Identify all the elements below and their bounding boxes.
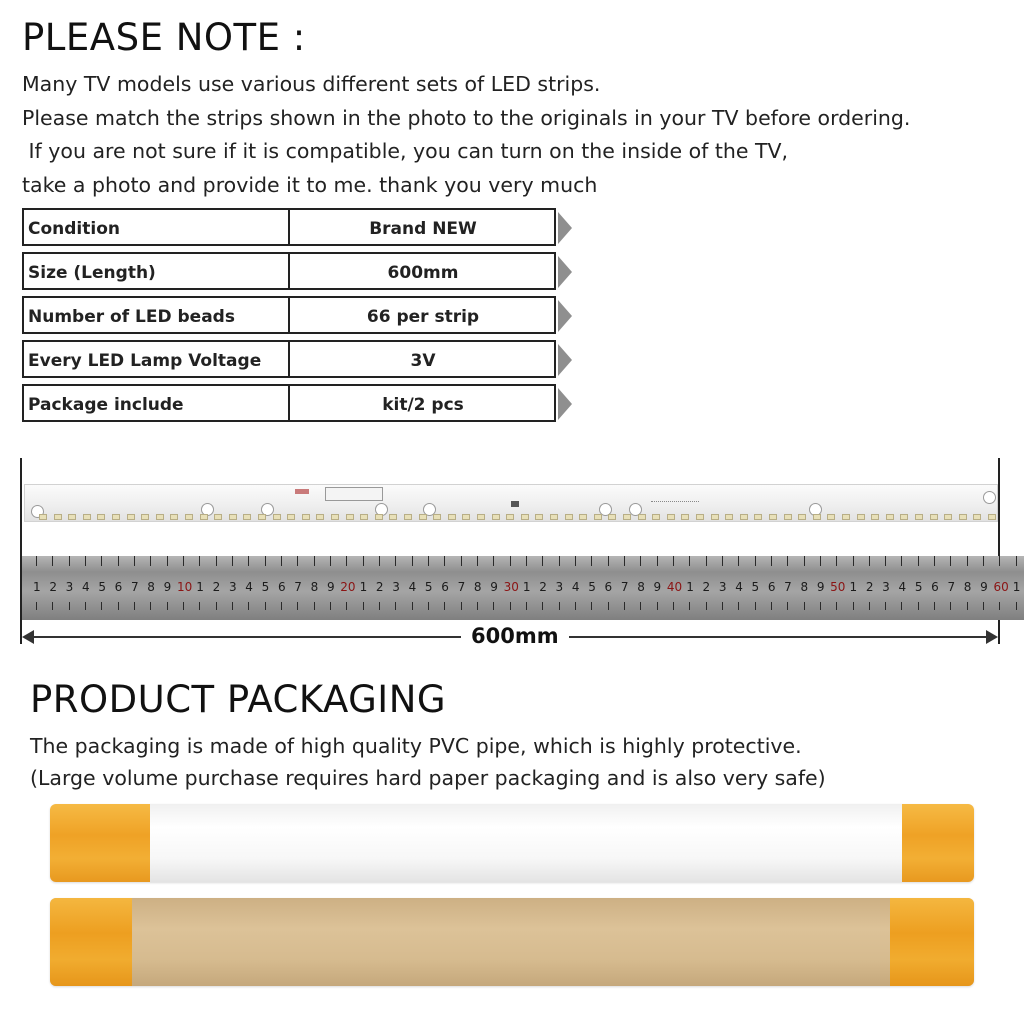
ruler-tick (346, 556, 347, 566)
ruler-tick (461, 602, 462, 610)
ruler-number: 4 (245, 580, 253, 594)
led-bead (477, 514, 485, 520)
ruler-number: 7 (130, 580, 139, 594)
led-bead (112, 514, 120, 520)
ruler-tick (493, 602, 494, 610)
ruler-tick (624, 602, 625, 610)
led-bead (711, 514, 719, 520)
spec-value: 3V (410, 351, 436, 371)
ruler-tick (967, 556, 968, 566)
ruler-tick (330, 602, 331, 610)
ruler-tick (52, 556, 53, 566)
ruler-number: 1 (359, 580, 368, 594)
led-bead (550, 514, 558, 520)
ruler-number: 20 (340, 580, 356, 594)
ruler-tick (738, 602, 739, 610)
ruler-tick (428, 602, 429, 610)
ruler-tick (820, 556, 821, 566)
led-bead (886, 514, 894, 520)
ruler-number: 6 (441, 580, 449, 594)
spec-label: Every LED Lamp Voltage (28, 351, 262, 371)
led-bead (784, 514, 792, 520)
ruler-tick (755, 556, 756, 566)
spec-label: Condition (28, 219, 120, 239)
ruler-tick (918, 602, 919, 610)
dimension-label: 600mm (461, 624, 569, 648)
led-bead (857, 514, 865, 520)
ruler-tick (199, 556, 200, 566)
ruler-tick (395, 556, 396, 566)
ruler-tick (216, 602, 217, 610)
led-bead (316, 514, 324, 520)
ruler-number: 7 (457, 580, 466, 594)
led-bead (389, 514, 397, 520)
ruler-tick (281, 556, 282, 566)
spec-row-voltage (22, 340, 562, 380)
ruler-number: 1 (849, 580, 858, 594)
ruler-tick (869, 602, 870, 610)
ruler-number: 6 (604, 580, 613, 594)
row-arrow-icon (558, 344, 572, 376)
ruler-tick (265, 556, 266, 566)
ruler-number: 30 (503, 580, 519, 594)
led-bead (346, 514, 354, 520)
ruler-tick (771, 602, 772, 610)
ruler-tick (918, 556, 919, 566)
ruler-tick (297, 556, 298, 566)
led-bead (214, 514, 222, 520)
led-bead (68, 514, 76, 520)
spec-value: Brand NEW (369, 219, 477, 239)
led-bead (594, 514, 602, 520)
ruler-tick (477, 602, 478, 610)
ruler-tick (428, 556, 429, 566)
packaging-line: The packaging is made of high quality PVC pipe, which is highly protective. (30, 734, 802, 758)
row-arrow-icon (558, 300, 572, 332)
ruler-tick (673, 556, 674, 566)
ruler-tick (689, 602, 690, 610)
ruler-tick (248, 602, 249, 610)
ruler-number: 2 (375, 580, 384, 594)
led-bead (579, 514, 587, 520)
led-bead (754, 514, 762, 520)
ruler-tick (950, 556, 951, 566)
note-line: Many TV models use various different sets of LED strips. (22, 72, 601, 96)
ruler-tick (477, 556, 478, 566)
ruler-tick (885, 556, 886, 566)
led-bead (521, 514, 529, 520)
ruler-tick (901, 556, 902, 566)
ruler-tick (640, 556, 641, 566)
led-bead (506, 514, 514, 520)
ruler-number: 4 (898, 580, 907, 594)
led-bead (419, 514, 427, 520)
ruler-tick (101, 556, 102, 566)
led-bead (83, 514, 91, 520)
ruler-number: 1 (686, 580, 694, 594)
ruler-tick (640, 602, 641, 610)
ruler-tick (101, 602, 102, 610)
ruler-tick (232, 602, 233, 610)
ruler-tick (706, 556, 707, 566)
ruler-tick (69, 556, 70, 566)
ruler-tick (167, 556, 168, 566)
ruler-number: 6 (767, 580, 776, 594)
ruler-number: 2 (702, 580, 711, 594)
ruler-number: 7 (620, 580, 629, 594)
ruler-tick (836, 602, 837, 610)
ruler-number: 9 (653, 580, 662, 594)
led-bead (375, 514, 383, 520)
led-bead (769, 514, 777, 520)
ruler-tick (853, 602, 854, 610)
arrow-right-icon (986, 630, 998, 644)
spec-value: kit/2 pcs (382, 395, 464, 415)
strip-component (511, 501, 519, 507)
ruler-tick (379, 602, 380, 610)
ruler-tick (183, 556, 184, 566)
ruler-number: 1 (196, 580, 204, 594)
ruler-tick (967, 602, 968, 610)
ruler-tick (52, 602, 53, 610)
ruler-number: 9 (980, 580, 988, 594)
ruler-number: 3 (392, 580, 400, 594)
note-heading: PLEASE NOTE : (22, 16, 306, 59)
ruler-number: 4 (735, 580, 743, 594)
ruler-number: 40 (666, 580, 683, 594)
ruler-tick (134, 602, 135, 610)
ruler-number: 2 (49, 580, 57, 594)
led-bead (170, 514, 178, 520)
mount-hole (983, 491, 996, 504)
led-bead (404, 514, 412, 520)
ruler-number: 5 (588, 580, 596, 594)
led-bead (287, 514, 295, 520)
led-bead (608, 514, 616, 520)
ruler-number: 7 (784, 580, 792, 594)
spec-label: Package include (28, 395, 184, 415)
ruler-tick (591, 602, 592, 610)
led-bead (302, 514, 310, 520)
led-bead (54, 514, 62, 520)
ruler-number: 9 (326, 580, 335, 594)
end-tape-left (50, 804, 150, 882)
ruler-tick (608, 556, 609, 566)
ruler-number: 9 (490, 580, 498, 594)
ruler-number: 3 (555, 580, 564, 594)
ruler-number: 8 (963, 580, 972, 594)
ruler-tick (510, 556, 511, 566)
ruler-tick (689, 556, 690, 566)
led-bead (871, 514, 879, 520)
ruler-tick (150, 556, 151, 566)
ruler-tick (657, 602, 658, 610)
ruler-number: 9 (163, 580, 172, 594)
led-bead (827, 514, 835, 520)
led-bead (229, 514, 237, 520)
note-text (22, 68, 910, 202)
spec-label: Number of LED beads (28, 307, 235, 327)
ruler-tick (248, 556, 249, 566)
ruler-number: 8 (310, 580, 319, 594)
led-bead (273, 514, 281, 520)
ruler-tick (559, 556, 560, 566)
led-bead (740, 514, 748, 520)
ruler-number: 50 (830, 580, 846, 594)
ruler-number: 7 (947, 580, 956, 594)
ruler-tick (363, 602, 364, 610)
row-arrow-icon (558, 212, 572, 244)
ruler-tick (85, 556, 86, 566)
ruler-number: 2 (212, 580, 221, 594)
ruler-number: 1 (522, 580, 531, 594)
ruler-tick (36, 602, 37, 610)
ruler-tick (297, 602, 298, 610)
led-bead (681, 514, 689, 520)
led-bead (39, 514, 47, 520)
note-line: take a photo and provide it to me. thank you very much (22, 172, 598, 197)
led-strip-image (24, 484, 998, 522)
ruler-tick (395, 602, 396, 610)
ruler-tick (265, 602, 266, 610)
ruler-number: 4 (408, 580, 417, 594)
ruler-number: 6 (277, 580, 286, 594)
ruler-tick (542, 556, 543, 566)
ruler-tick (755, 602, 756, 610)
led-bead (813, 514, 821, 520)
ruler-tick (526, 602, 527, 610)
ruler-tick (624, 556, 625, 566)
ruler-number: 1 (33, 580, 41, 594)
packaging-heading: PRODUCT PACKAGING (30, 678, 447, 721)
spec-value: 600mm (387, 263, 459, 283)
ruler-tick (118, 556, 119, 566)
led-bead (725, 514, 733, 520)
ruler-tick (526, 556, 527, 566)
note-line: Please match the strips shown in the photo to the originals in your TV before ordering. (22, 105, 911, 130)
ruler-number: 1 (1012, 580, 1021, 594)
led-bead (448, 514, 456, 520)
ruler-number: 2 (539, 580, 547, 594)
ruler-number: 5 (914, 580, 923, 594)
end-tape-right (890, 898, 974, 986)
ruler-tick (1016, 602, 1017, 610)
ruler-number: 60 (993, 580, 1009, 594)
spec-row-condition (22, 208, 562, 248)
ruler-tick (199, 602, 200, 610)
led-bead (492, 514, 500, 520)
end-tape-left (50, 898, 132, 986)
ruler-tick (493, 556, 494, 566)
ruler-number: 9 (816, 580, 825, 594)
ruler-tick (167, 602, 168, 610)
ruler-tick (591, 556, 592, 566)
ruler-tick (314, 602, 315, 610)
ruler-number: 4 (571, 580, 580, 594)
ruler-tick (885, 602, 886, 610)
ruler-tick (950, 602, 951, 610)
ruler-tick (673, 602, 674, 610)
ruler-tick (559, 602, 560, 610)
ruler-tick (150, 602, 151, 610)
led-bead (97, 514, 105, 520)
led-bead (535, 514, 543, 520)
ruler-tick (118, 602, 119, 610)
ruler-number: 5 (261, 580, 270, 594)
packaging-text (30, 730, 826, 794)
ruler-tick (787, 602, 788, 610)
led-bead (915, 514, 923, 520)
ruler-number: 4 (81, 580, 90, 594)
ruler-tick (444, 556, 445, 566)
ruler-tick (820, 602, 821, 610)
ruler-tick (983, 556, 984, 566)
ruler-number: 8 (637, 580, 645, 594)
ruler-tick (999, 556, 1000, 566)
ruler-number: 3 (228, 580, 237, 594)
led-bead (696, 514, 704, 520)
ruler-number: 3 (718, 580, 727, 594)
led-bead (638, 514, 646, 520)
ruler-tick (183, 602, 184, 610)
ruler-tick (575, 602, 576, 610)
led-bead (331, 514, 339, 520)
ruler-tick (36, 556, 37, 566)
ruler-tick (412, 556, 413, 566)
ruler-tick (608, 602, 609, 610)
led-bead (141, 514, 149, 520)
ruler-tick (232, 556, 233, 566)
ruler-number: 2 (865, 580, 874, 594)
led-bead (930, 514, 938, 520)
ruler-tick (510, 602, 511, 610)
ruler-tick (363, 556, 364, 566)
ruler-tick (706, 602, 707, 610)
ruler-tick (412, 602, 413, 610)
ruler-tick (461, 556, 462, 566)
spec-value: 66 per strip (366, 307, 480, 327)
ruler-number: 8 (800, 580, 809, 594)
ruler-number: 8 (473, 580, 482, 594)
ruler-tick (787, 556, 788, 566)
ruler-tick (853, 556, 854, 566)
ruler-number: 5 (751, 580, 760, 594)
led-bead (185, 514, 193, 520)
ruler-number: 6 (114, 580, 123, 594)
spec-row-size (22, 252, 562, 292)
spec-row-package (22, 384, 562, 424)
ruler-tick (346, 602, 347, 610)
led-bead (944, 514, 952, 520)
ruler-tick (657, 556, 658, 566)
ruler-tick (216, 556, 217, 566)
ruler-tick (869, 556, 870, 566)
arrow-left-icon (22, 630, 34, 644)
end-tape-right (902, 804, 974, 882)
note-line: If you are not sure if it is compatible, you can turn on the inside of the TV, (22, 139, 789, 163)
led-bead (667, 514, 675, 520)
row-arrow-icon (558, 388, 572, 420)
ruler-tick (934, 556, 935, 566)
paper-packaging-image (50, 898, 974, 986)
ruler-number: 5 (424, 580, 433, 594)
ruler-tick (379, 556, 380, 566)
row-arrow-icon (558, 256, 572, 288)
pvc-pipe-image (50, 804, 974, 882)
ruler-number: 3 (65, 580, 74, 594)
led-bead (156, 514, 164, 520)
ruler-number: 6 (931, 580, 939, 594)
ruler-tick (722, 602, 723, 610)
led-bead (243, 514, 251, 520)
ruler-tick (983, 602, 984, 610)
ruler-tick (134, 556, 135, 566)
led-bead (258, 514, 266, 520)
ruler-number: 7 (294, 580, 302, 594)
led-bead-row (25, 514, 997, 519)
led-bead (462, 514, 470, 520)
led-bead (900, 514, 908, 520)
spec-table (22, 208, 562, 428)
ruler-tick (85, 602, 86, 610)
packaging-line: (Large volume purchase requires hard paper packaging and is also very safe) (30, 766, 826, 790)
ruler-tick (542, 602, 543, 610)
ruler-tick (771, 556, 772, 566)
ruler-tick (901, 602, 902, 610)
led-bead (798, 514, 806, 520)
led-bead (565, 514, 573, 520)
ruler-tick (934, 602, 935, 610)
ruler-tick (281, 602, 282, 610)
spec-row-led-beads (22, 296, 562, 336)
led-bead (433, 514, 441, 520)
ruler-tick (804, 602, 805, 610)
spec-label: Size (Length) (28, 263, 156, 283)
led-bead (127, 514, 135, 520)
led-bead (988, 514, 996, 520)
ruler-number: 5 (98, 580, 106, 594)
ruler-number: 3 (882, 580, 890, 594)
led-bead (200, 514, 208, 520)
led-bead (973, 514, 981, 520)
ruler-tick (444, 602, 445, 610)
strip-marking (295, 489, 309, 494)
ruler-tick (999, 602, 1000, 610)
led-bead (623, 514, 631, 520)
ruler-tick (69, 602, 70, 610)
ruler-tick (314, 556, 315, 566)
ruler-number: 8 (147, 580, 155, 594)
ruler-tick (836, 556, 837, 566)
ruler-tick (330, 556, 331, 566)
led-bead (959, 514, 967, 520)
strip-marking (651, 501, 699, 506)
ruler-tick (1016, 556, 1017, 566)
led-bead (360, 514, 368, 520)
led-bead (842, 514, 850, 520)
ruler-tick (575, 556, 576, 566)
ruler-tick (804, 556, 805, 566)
led-bead (652, 514, 660, 520)
ruler-number: 10 (176, 580, 193, 594)
strip-connector (325, 487, 383, 501)
ruler-tick (738, 556, 739, 566)
measuring-ruler (22, 556, 1024, 620)
ruler-tick (722, 556, 723, 566)
